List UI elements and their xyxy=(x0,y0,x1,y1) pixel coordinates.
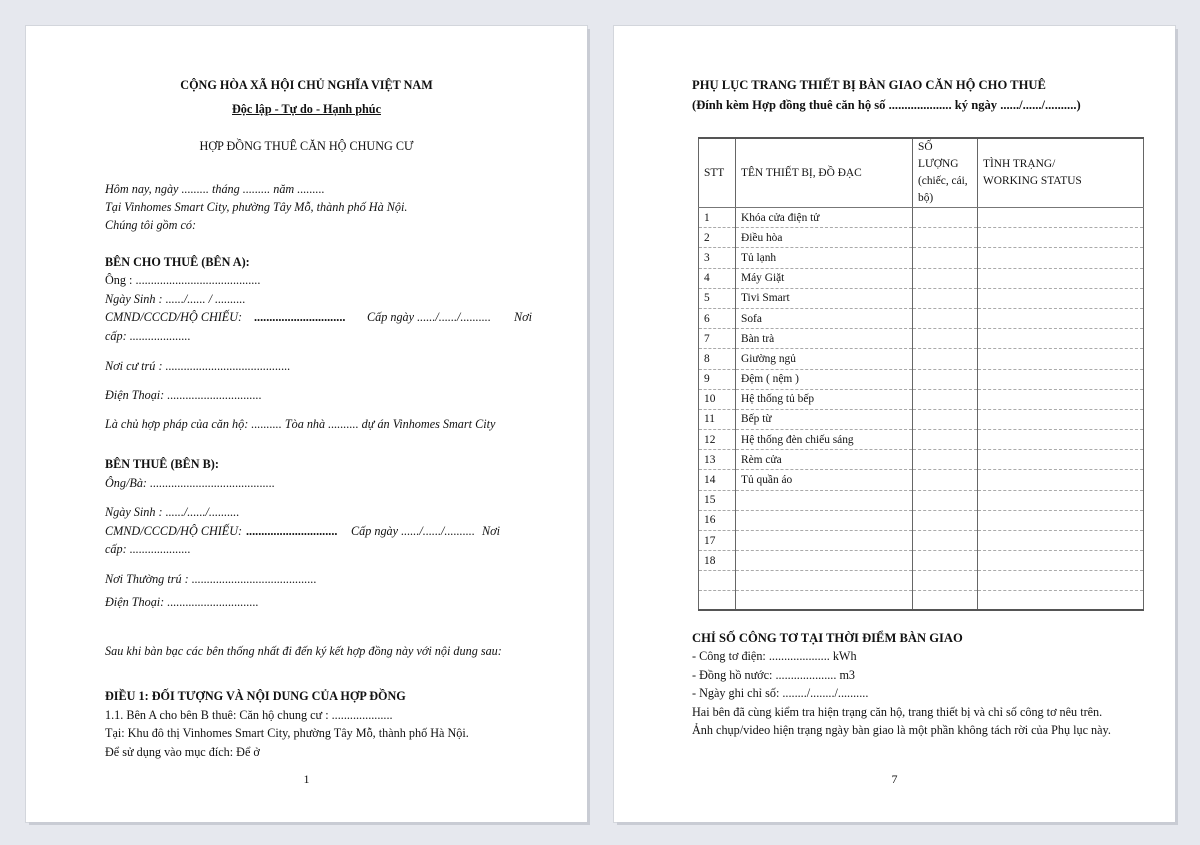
cell-item-name: Rèm cửa xyxy=(736,450,913,470)
table-row xyxy=(699,470,1144,490)
table-row xyxy=(699,268,1144,288)
cell-status xyxy=(978,389,1144,409)
cell-stt: 17 xyxy=(699,531,736,551)
header-status-line-1: TÌNH TRẠNG/ xyxy=(983,158,1056,170)
cell-quantity xyxy=(913,409,978,429)
header-quantity-line-2: LƯỢNG xyxy=(918,158,959,170)
cell-stt xyxy=(699,571,736,591)
party-a-issue-place: cấp: .................... xyxy=(105,329,191,343)
table-row xyxy=(699,551,1144,571)
national-motto: Độc lập - Tự do - Hạnh phúc xyxy=(232,102,381,116)
cell-quantity xyxy=(913,510,978,530)
party-a-issue-date: Cấp ngày ....../....../.......... xyxy=(367,310,491,324)
cell-status xyxy=(978,490,1144,510)
appendix-subtitle: (Đính kèm Hợp đồng thuê căn hộ số .................... ký ngày ....../....../..........) xyxy=(692,98,1081,112)
party-b-address: Nơi Thường trú : ......................................... xyxy=(105,572,317,586)
cell-status xyxy=(978,308,1144,328)
cell-item-name xyxy=(736,551,913,571)
cell-quantity xyxy=(913,389,978,409)
cell-item-name: Điều hòa xyxy=(736,228,913,248)
cell-status xyxy=(978,369,1144,389)
cell-status xyxy=(978,329,1144,349)
cell-stt: 13 xyxy=(699,450,736,470)
contract-title: HỢP ĐỒNG THUÊ CĂN HỘ CHUNG CƯ xyxy=(199,139,414,153)
cell-status xyxy=(978,510,1144,530)
party-a-name: Ông : ......................................... xyxy=(105,273,261,287)
table-row xyxy=(699,510,1144,530)
table-row xyxy=(699,389,1144,409)
party-b-id-label: CMND/CCCD/HỘ CHIẾU: xyxy=(105,524,243,538)
cell-item-name: Tủ lạnh xyxy=(736,248,913,268)
header-status-line-2: WORKING STATUS xyxy=(983,175,1082,187)
cell-stt: 2 xyxy=(699,228,736,248)
cell-quantity xyxy=(913,531,978,551)
party-a-dob: Ngày Sinh : ....../...... / .......... xyxy=(105,292,246,306)
cell-stt: 5 xyxy=(699,288,736,308)
cell-status xyxy=(978,450,1144,470)
cell-item-name xyxy=(736,490,913,510)
page-number: 1 xyxy=(303,772,310,786)
party-a-address: Nơi cư trú : ......................................... xyxy=(105,359,291,373)
cell-stt: 16 xyxy=(699,510,736,530)
party-a-phone: Điện Thoại: ............................... xyxy=(105,388,262,402)
national-title: CỘNG HÒA XÃ HỘI CHỦ NGHĨA VIỆT NAM xyxy=(180,78,433,92)
table-row xyxy=(699,409,1144,429)
header-quantity xyxy=(913,138,978,208)
cell-quantity xyxy=(913,268,978,288)
cell-item-name: Bếp từ xyxy=(736,409,913,429)
cell-quantity xyxy=(913,571,978,591)
cell-stt: 15 xyxy=(699,490,736,510)
table-row xyxy=(699,288,1144,308)
cell-stt xyxy=(699,590,736,610)
cell-stt: 8 xyxy=(699,349,736,369)
cell-quantity xyxy=(913,369,978,389)
cell-status xyxy=(978,349,1144,369)
intro-place: Tại Vinhomes Smart City, phường Tây Mỗ, thành phố Hà Nội. xyxy=(105,200,408,214)
article-1-line-1: 1.1. Bên A cho bên B thuê: Căn hộ chung cư : .................... xyxy=(105,708,393,722)
cell-stt: 12 xyxy=(699,430,736,450)
cell-stt: 10 xyxy=(699,389,736,409)
cell-quantity xyxy=(913,590,978,610)
appendix-title: PHỤ LỤC TRANG THIẾT BỊ BÀN GIAO CĂN HỘ CHO THUÊ xyxy=(692,78,1046,92)
table-row xyxy=(699,208,1144,228)
party-a-id-dots: .............................. xyxy=(254,310,346,324)
cell-quantity xyxy=(913,490,978,510)
table-row xyxy=(699,369,1144,389)
table-row xyxy=(699,490,1144,510)
cell-quantity xyxy=(913,248,978,268)
equipment-table xyxy=(698,137,1144,611)
cell-item-name xyxy=(736,531,913,551)
cell-item-name: Hệ thống tủ bếp xyxy=(736,389,913,409)
party-a-owner: Là chủ hợp pháp của căn hộ: .......... Tòa nhà .......... dự án Vinhomes Smart City xyxy=(105,417,496,431)
cell-item-name: Đệm ( nệm ) xyxy=(736,369,913,389)
cell-item-name: Giường ngủ xyxy=(736,349,913,369)
cell-status xyxy=(978,268,1144,288)
document-page-1 xyxy=(26,26,587,822)
party-a-issue-place-label: Nơi xyxy=(514,310,533,324)
meter-heading: CHỈ SỐ CÔNG TƠ TẠI THỜI ĐIỂM BÀN GIAO xyxy=(692,631,963,645)
cell-status xyxy=(978,288,1144,308)
agreement-text: Sau khi bàn bạc các bên thống nhất đi đến ký kết hợp đồng này với nội dung sau: xyxy=(105,644,502,658)
cell-quantity xyxy=(913,208,978,228)
cell-quantity xyxy=(913,308,978,328)
cell-quantity xyxy=(913,430,978,450)
cell-quantity xyxy=(913,228,978,248)
cell-stt: 14 xyxy=(699,470,736,490)
page-number: 7 xyxy=(891,772,898,786)
document-page-7 xyxy=(614,26,1175,822)
intro-date: Hôm nay, ngày ......... tháng ......... năm ......... xyxy=(105,182,325,196)
intro-parties: Chúng tôi gồm có: xyxy=(105,218,197,232)
header-quantity-line-1: SỐ xyxy=(918,141,933,153)
cell-stt: 3 xyxy=(699,248,736,268)
cell-status xyxy=(978,409,1144,429)
cell-quantity xyxy=(913,329,978,349)
table-row xyxy=(699,329,1144,349)
cell-status xyxy=(978,228,1144,248)
table-row xyxy=(699,571,1144,591)
cell-item-name: Bàn trà xyxy=(736,329,913,349)
cell-status xyxy=(978,208,1144,228)
table-row xyxy=(699,248,1144,268)
cell-status xyxy=(978,470,1144,490)
meter-electric: - Công tơ điện: .................... kWh xyxy=(692,649,857,663)
cell-status xyxy=(978,551,1144,571)
cell-status xyxy=(978,430,1144,450)
cell-item-name: Sofa xyxy=(736,308,913,328)
table-row xyxy=(699,430,1144,450)
cell-stt: 9 xyxy=(699,369,736,389)
header-stt: STT xyxy=(699,138,736,208)
cell-stt: 18 xyxy=(699,551,736,571)
meter-water: - Đồng hồ nước: .................... m3 xyxy=(692,668,856,682)
party-b-name: Ông/Bà: ......................................... xyxy=(105,476,275,490)
table-row xyxy=(699,349,1144,369)
cell-item-name xyxy=(736,510,913,530)
party-a-id-label: CMND/CCCD/HỘ CHIẾU: xyxy=(105,310,243,324)
cell-stt: 7 xyxy=(699,329,736,349)
table-row xyxy=(699,308,1144,328)
article-1-heading: ĐIỀU 1: ĐỐI TƯỢNG VÀ NỘI DUNG CỦA HỢP ĐỒNG xyxy=(105,689,406,703)
cell-item-name: Khóa cửa điện tử xyxy=(736,208,913,228)
header-item-name: TÊN THIẾT BỊ, ĐỒ ĐẠC xyxy=(736,138,913,208)
cell-quantity xyxy=(913,470,978,490)
party-b-issue-place: cấp: .................... xyxy=(105,542,191,556)
cell-stt: 1 xyxy=(699,208,736,228)
table-row xyxy=(699,450,1144,470)
cell-quantity xyxy=(913,450,978,470)
header-quantity-line-4: bộ) xyxy=(918,192,934,204)
cell-item-name: Tivi Smart xyxy=(736,288,913,308)
cell-item-name: Tủ quần áo xyxy=(736,470,913,490)
party-b-id-dots: .............................. xyxy=(246,524,338,538)
table-row xyxy=(699,590,1144,610)
cell-status xyxy=(978,571,1144,591)
table-header-row xyxy=(699,138,1144,208)
meter-date: - Ngày ghi chỉ số: ......../......../.......... xyxy=(692,686,869,700)
cell-item-name xyxy=(736,571,913,591)
closing-line-2: Ảnh chụp/video hiện trạng ngày bàn giao là một phần không tách rời của Phụ lục này. xyxy=(692,723,1111,737)
cell-item-name: Máy Giặt xyxy=(736,268,913,288)
cell-item-name: Hệ thống đèn chiếu sáng xyxy=(736,430,913,450)
party-b-issue-place-label: Nơi xyxy=(482,524,501,538)
header-quantity-line-3: (chiếc, cái, xyxy=(918,175,968,187)
cell-quantity xyxy=(913,349,978,369)
article-1-line-2: Tại: Khu đô thị Vinhomes Smart City, phường Tây Mỗ, thành phố Hà Nội. xyxy=(105,726,469,740)
cell-status xyxy=(978,590,1144,610)
party-b-heading: BÊN THUÊ (BÊN B): xyxy=(105,457,219,471)
cell-quantity xyxy=(913,288,978,308)
cell-stt: 4 xyxy=(699,268,736,288)
cell-item-name xyxy=(736,590,913,610)
article-1-line-3: Để sử dụng vào mục đích: Để ở xyxy=(105,745,260,759)
table-row xyxy=(699,531,1144,551)
header-status xyxy=(978,138,1144,208)
cell-stt: 6 xyxy=(699,308,736,328)
party-b-phone: Điện Thoại: .............................. xyxy=(105,595,259,609)
cell-quantity xyxy=(913,551,978,571)
cell-stt: 11 xyxy=(699,409,736,429)
closing-line-1: Hai bên đã cùng kiểm tra hiện trạng căn hộ, trang thiết bị và chỉ số công tơ nêu trên. xyxy=(692,705,1103,719)
cell-status xyxy=(978,531,1144,551)
party-b-issue-date: Cấp ngày ....../....../.......... xyxy=(351,524,475,538)
party-a-heading: BÊN CHO THUÊ (BÊN A): xyxy=(105,255,250,269)
party-b-dob: Ngày Sinh : ....../....../.......... xyxy=(105,505,240,519)
table-row xyxy=(699,228,1144,248)
cell-status xyxy=(978,248,1144,268)
